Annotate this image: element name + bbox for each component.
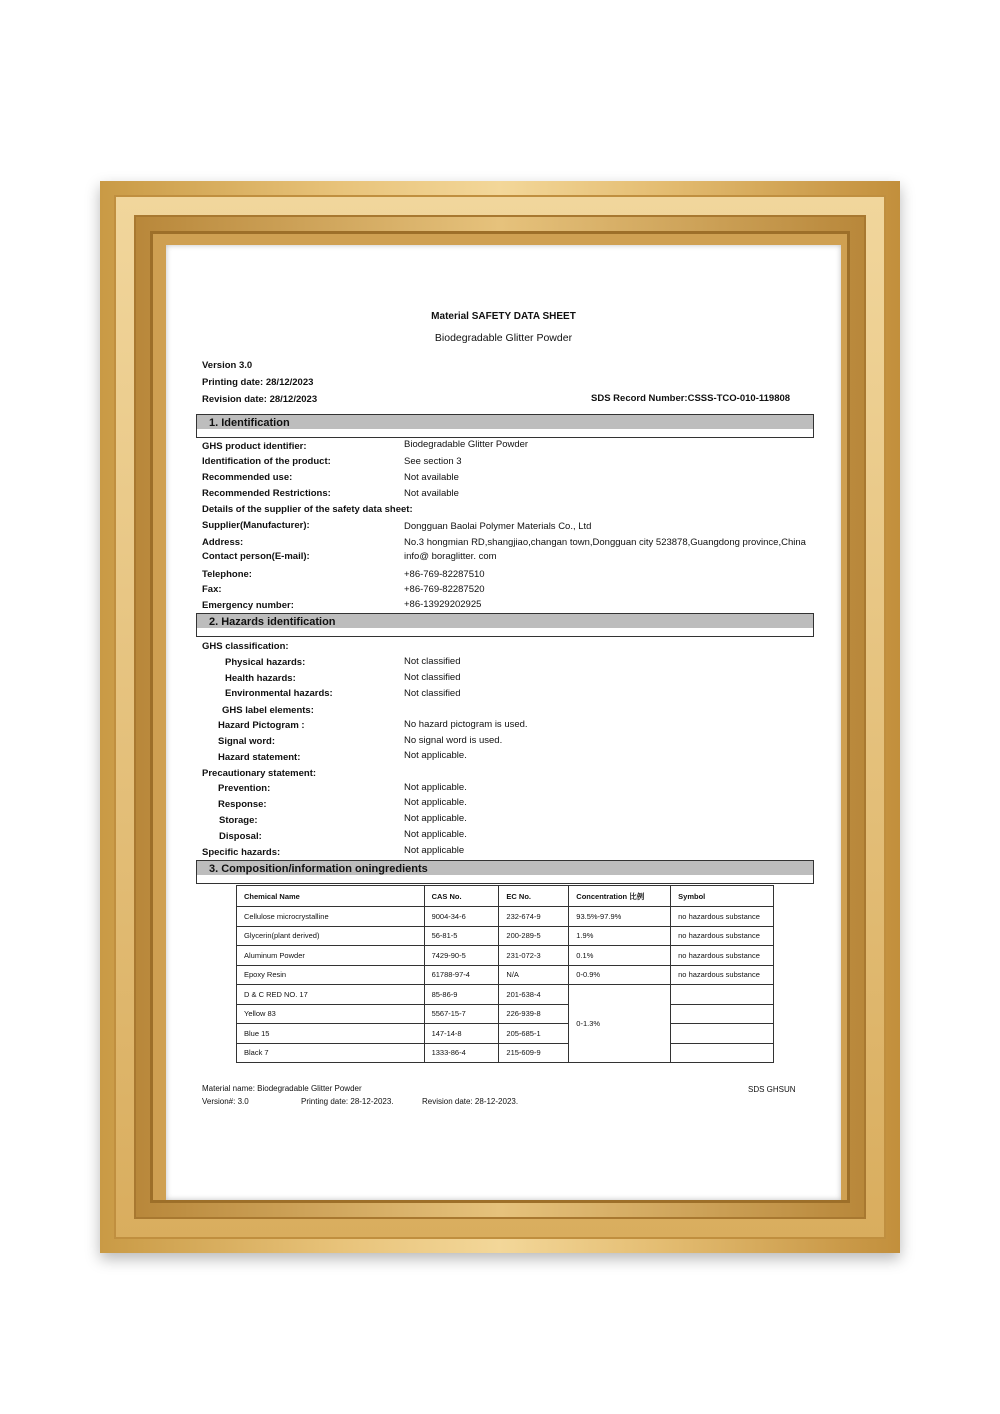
ec-number: 231-072-3 [499,946,569,966]
field-label: Health hazards: [225,673,296,684]
symbol: no hazardous substance [671,965,774,985]
field-label: Details of the supplier of the safety data sheet: [202,504,413,515]
field-label: Response: [218,799,267,810]
revision-date: Revision date: 28/12/2023 [202,394,318,405]
field-value: Not applicable. [404,797,467,808]
field-label: Recommended Restrictions: [202,488,331,499]
field-label: Prevention: [218,783,271,794]
symbol [671,1024,774,1044]
cas-number: 85-86-9 [424,985,499,1005]
field-label: Environmental hazards: [225,688,333,699]
field-value: Not applicable [404,845,465,856]
cas-number: 56-81-5 [424,926,499,946]
composition-table [236,885,774,1063]
cas-number: 61788-97-4 [424,965,499,985]
field-label: Recommended use: [202,472,293,483]
footer-revision-date: Revision date: 28-12-2023. [422,1097,519,1106]
field-value: Not classified [404,688,461,699]
cas-number: 9004-34-6 [424,907,499,927]
ec-number: N/A [499,965,569,985]
symbol [671,985,774,1005]
printing-date: Printing date: 28/12/2023 [202,377,314,388]
cas-number: 147-14-8 [424,1024,499,1044]
field-value: info@ boraglitter. com [404,551,497,562]
field-value: Not applicable. [404,782,467,793]
sds-record-number: SDS Record Number:CSSS-TCO-010-119808 [591,393,791,404]
field-label: Supplier(Manufacturer): [202,520,310,531]
table-row [237,1004,774,1024]
field-value: Not applicable. [404,829,467,840]
field-value: Not classified [404,672,461,683]
merged-concentration: 0-1.3% [569,985,671,1063]
column-header: Symbol [671,886,774,907]
field-label: Specific hazards: [202,847,281,858]
column-header: EC No. [499,886,569,907]
table-row [237,965,774,985]
column-header: CAS No. [424,886,499,907]
ec-number: 205-685-1 [499,1024,569,1044]
field-value: Not applicable. [404,813,467,824]
section-1-title: 1. Identification [209,417,290,429]
field-label: GHS product identifier: [202,441,307,452]
section-2-title: 2. Hazards identification [209,616,336,628]
field-label: GHS classification: [202,641,289,652]
field-value: +86-769-82287510 [404,569,485,580]
chemical-name: Black 7 [237,1043,425,1063]
field-label: Precautionary statement: [202,768,317,779]
chemical-name: Yellow 83 [237,1004,425,1024]
field-label: Disposal: [219,831,262,842]
field-value: No hazard pictogram is used. [404,719,528,730]
field-value: See section 3 [404,456,462,467]
field-label: Contact person(E-mail): [202,551,310,562]
table-row [237,907,774,927]
chemical-name: Cellulose microcrystalline [237,907,425,927]
field-label: Storage: [219,815,258,826]
field-label: Identification of the product: [202,456,331,467]
field-value: No.3 hongmian RD,shangjiao,changan town,Dongguan city 523878,Guangdong province,China [404,537,806,548]
field-label: Physical hazards: [225,657,306,668]
field-value: +86-13929202925 [404,599,482,610]
concentration: 0-0.9% [569,965,671,985]
cas-number: 5567-15-7 [424,1004,499,1024]
field-value: Dongguan Baolai Polymer Materials Co., Ltd [404,521,592,532]
field-value: Not applicable. [404,750,467,761]
document-subtitle: Biodegradable Glitter Powder [434,332,573,344]
symbol [671,1004,774,1024]
ec-number: 232-674-9 [499,907,569,927]
section-3-header [196,860,814,884]
field-label: Address: [202,537,244,548]
version: Version 3.0 [202,360,253,371]
table-row [237,926,774,946]
section-3-title: 3. Composition/information oningredients [209,863,428,875]
symbol: no hazardous substance [671,907,774,927]
field-label: Hazard Pictogram : [218,720,305,731]
field-value: No signal word is used. [404,735,503,746]
column-header: Concentration 比例 [569,886,671,907]
chemical-name: Aluminum Powder [237,946,425,966]
column-header: Chemical Name [237,886,425,907]
section-2-header [196,613,814,637]
field-value: +86-769-82287520 [404,584,485,595]
field-value: Not available [404,472,459,483]
field-value: Not available [404,488,459,499]
footer-sds-code: SDS GHSUN [748,1085,796,1094]
footer-printing-date: Printing date: 28-12-2023. [301,1097,394,1106]
ec-number: 215-609-9 [499,1043,569,1063]
footer-material-name: Material name: Biodegradable Glitter Powder [202,1084,362,1093]
symbol: no hazardous substance [671,946,774,966]
concentration: 93.5%-97.9% [569,907,671,927]
section-1-header [196,414,814,438]
cas-number: 7429-90-5 [424,946,499,966]
field-label: Hazard statement: [218,752,301,763]
footer-version: Version#: 3.0 [202,1097,249,1106]
sds-document [166,245,841,1200]
ec-number: 200-289-5 [499,926,569,946]
ec-number: 226-939-8 [499,1004,569,1024]
field-value: Not classified [404,656,461,667]
table-row [237,1024,774,1044]
symbol [671,1043,774,1063]
chemical-name: Glycerin(plant derived) [237,926,425,946]
concentration: 0.1% [569,946,671,966]
chemical-name: D & C RED NO. 17 [237,985,425,1005]
field-label: Emergency number: [202,600,294,611]
table-row [237,946,774,966]
table-row [237,985,774,1005]
ec-number: 201-638-4 [499,985,569,1005]
concentration: 1.9% [569,926,671,946]
field-label: Signal word: [218,736,275,747]
field-label: Fax: [202,584,222,595]
chemical-name: Epoxy Resin [237,965,425,985]
field-value: Biodegradable Glitter Powder [404,439,529,450]
symbol: no hazardous substance [671,926,774,946]
field-label: GHS label elements: [222,705,314,716]
field-label: Telephone: [202,569,252,580]
chemical-name: Blue 15 [237,1024,425,1044]
table-header-row [237,886,774,907]
table-row [237,1043,774,1063]
cas-number: 1333-86-4 [424,1043,499,1063]
document-title: Material SAFETY DATA SHEET [431,311,576,322]
